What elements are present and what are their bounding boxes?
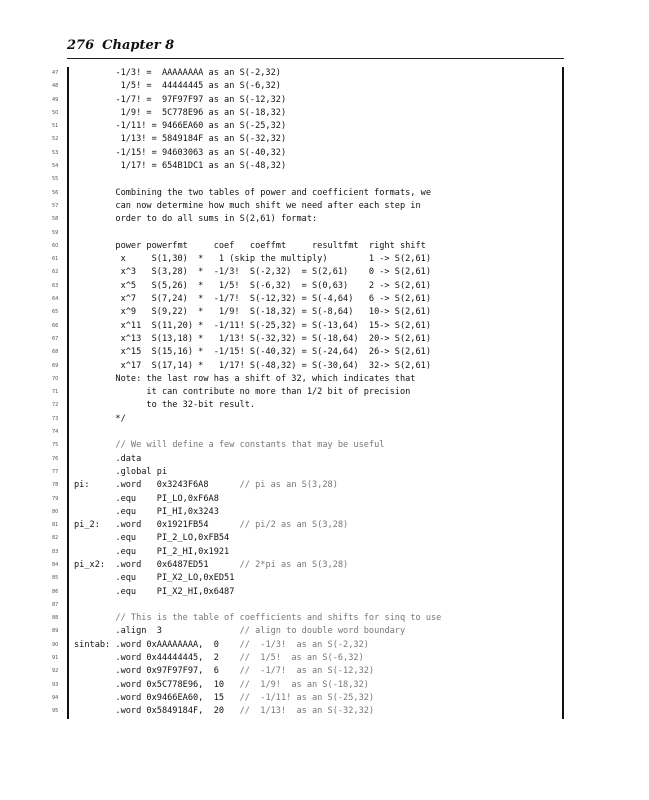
page-number: 276	[67, 38, 95, 53]
line-number: 79	[52, 495, 59, 502]
code-segment: .equ PI_X2_LO,0xED51	[74, 573, 235, 584]
code-text	[74, 67, 281, 80]
code-line	[0, 639, 600, 652]
line-number: 55	[52, 176, 59, 183]
code-text	[74, 532, 229, 545]
code-line	[0, 306, 600, 319]
code-line	[0, 173, 600, 186]
code-segment: 1/13! = 5849184F as an S(-32,32)	[74, 134, 287, 145]
code-line	[0, 107, 600, 120]
code-segment: .equ PI_LO,0xF6A8	[74, 493, 219, 504]
code-line	[0, 586, 600, 599]
line-number: 51	[52, 123, 59, 130]
code-line	[0, 572, 600, 585]
code-line	[0, 559, 600, 572]
code-text	[74, 692, 374, 705]
line-number: 89	[52, 628, 59, 635]
code-line	[0, 679, 600, 692]
code-text	[74, 120, 286, 133]
code-line	[0, 546, 600, 559]
line-number: 76	[52, 455, 59, 462]
line-number: 75	[52, 442, 59, 449]
code-line	[0, 94, 600, 107]
code-text	[74, 705, 374, 718]
code-line	[0, 213, 600, 226]
code-segment: Note: the last row has a shift of 32, which indicates that	[74, 373, 416, 384]
code-segment: x^17 S(17,14) * 1/17! S(-48,32) = S(-30,64) 32-> S(2,61)	[74, 360, 431, 371]
code-segment: x S(1,30) * 1 (skip the multiply) 1 -> S(2,61)	[74, 254, 431, 265]
code-comment: // pi/2 as an S(3,28)	[239, 520, 349, 531]
line-number: 78	[52, 482, 59, 489]
code-text	[74, 187, 431, 200]
line-number: 59	[52, 229, 59, 236]
line-number: 62	[52, 269, 59, 276]
line-number: 69	[52, 362, 59, 369]
code-text	[74, 493, 219, 506]
code-text	[74, 133, 286, 146]
code-segment: */	[74, 413, 126, 424]
code-line	[0, 360, 600, 373]
code-text	[74, 80, 281, 93]
code-text	[74, 280, 431, 293]
code-line	[0, 519, 600, 532]
code-segment: x^9 S(9,22) * 1/9! S(-18,32) = S(-8,64) 10-> S(2,61)	[74, 307, 431, 318]
code-segment: 1/9! = 5C778E96 as an S(-18,32)	[74, 107, 287, 118]
code-line	[0, 200, 600, 213]
code-segment: .global pi	[74, 466, 168, 477]
code-text	[74, 519, 348, 532]
code-text	[74, 612, 441, 625]
code-line	[0, 147, 600, 160]
code-text	[74, 386, 410, 399]
line-number: 58	[52, 216, 59, 223]
code-text	[74, 399, 255, 412]
code-segment: .equ PI_2_LO,0xFB54	[74, 533, 230, 544]
code-line	[0, 705, 600, 718]
code-comment: // We will define a few constants that may be useful	[115, 440, 385, 451]
line-number: 80	[52, 508, 59, 515]
line-number: 48	[52, 83, 59, 90]
line-number: 66	[52, 322, 59, 329]
code-segment	[74, 613, 115, 623]
line-number: 84	[52, 561, 59, 568]
code-text	[74, 546, 229, 559]
code-segment: .word 0x5849184F, 20	[74, 706, 240, 717]
line-number: 61	[52, 256, 59, 263]
code-line	[0, 240, 600, 253]
line-number: 73	[52, 415, 59, 422]
code-line	[0, 67, 600, 80]
code-text	[74, 639, 369, 652]
line-number: 47	[52, 70, 59, 76]
line-number: 52	[52, 136, 59, 143]
code-line	[0, 532, 600, 545]
code-text	[74, 479, 338, 492]
line-number: 87	[52, 601, 59, 608]
code-segment: it can contribute no more than 1/2 bit of precision	[74, 387, 411, 398]
code-line	[0, 652, 600, 665]
code-segment: -1/7! = 97F97F97 as an S(-12,32)	[74, 94, 287, 105]
line-number: 64	[52, 296, 59, 303]
code-line	[0, 333, 600, 346]
code-line	[0, 160, 600, 173]
line-number: 82	[52, 535, 59, 542]
code-comment: // 2*pi as an S(3,28)	[239, 559, 349, 570]
line-number: 91	[52, 655, 59, 662]
code-text	[74, 572, 234, 585]
code-text	[74, 147, 286, 160]
code-segment: x^13 S(13,18) * 1/13! S(-32,32) = S(-18,64) 20-> S(2,61)	[74, 333, 431, 344]
page-header	[67, 38, 174, 53]
line-number: 57	[52, 202, 59, 209]
code-line	[0, 506, 600, 519]
line-number: 83	[52, 548, 59, 555]
line-number: 70	[52, 375, 59, 382]
code-line	[0, 413, 600, 426]
code-segment: .word 0x9466EA60, 15	[74, 692, 240, 703]
code-text	[74, 373, 415, 386]
line-number: 68	[52, 349, 59, 356]
code-text	[74, 266, 431, 279]
code-segment: power powerfmt coef coeffmt resultfmt right shift	[74, 240, 426, 251]
code-line	[0, 227, 600, 240]
code-segment: .align 3	[74, 626, 240, 637]
code-line	[0, 665, 600, 678]
code-line	[0, 293, 600, 306]
line-number: 63	[52, 282, 59, 289]
code-text	[74, 94, 286, 107]
code-comment: // 1/9! as an S(-18,32)	[239, 679, 369, 690]
code-line	[0, 253, 600, 266]
code-line	[0, 599, 600, 612]
code-line	[0, 187, 600, 200]
line-number: 94	[52, 694, 59, 701]
line-number: 77	[52, 468, 59, 475]
code-segment: order to do all sums in S(2,61) format:	[74, 214, 318, 225]
code-segment: can now determine how much shift we need after each step in	[74, 200, 421, 211]
code-text	[74, 453, 141, 466]
code-line	[0, 280, 600, 293]
code-text	[74, 293, 431, 306]
line-number: 81	[52, 522, 59, 529]
code-segment	[74, 440, 115, 450]
code-segment: .equ PI_X2_HI,0x6487	[74, 586, 235, 597]
code-segment: .equ PI_HI,0x3243	[74, 506, 219, 517]
code-segment: .word 0x5C778E96, 10	[74, 679, 240, 690]
code-segment: x^11 S(11,20) * -1/11! S(-25,32) = S(-13,64) 15-> S(2,61)	[74, 320, 431, 331]
code-text	[74, 346, 431, 359]
code-text	[74, 306, 431, 319]
code-segment: sintab: .word 0xAAAAAAAA, 0	[74, 639, 240, 650]
code-text	[74, 679, 369, 692]
chapter-title: Chapter 8	[102, 38, 175, 53]
code-segment: .word 0x44444445, 2	[74, 653, 240, 664]
line-number: 88	[52, 615, 59, 622]
code-segment: pi_x2: .word 0x6487ED51	[74, 559, 240, 570]
code-text	[74, 240, 426, 253]
code-line	[0, 80, 600, 93]
code-segment: to the 32-bit result.	[74, 400, 256, 411]
header-rule	[67, 58, 564, 59]
code-segment: -1/11! = 9466EA60 as an S(-25,32)	[74, 121, 287, 132]
code-comment: // This is the table of coefficients and shifts for sinq to use	[115, 613, 442, 624]
code-segment: x^7 S(7,24) * -1/7! S(-12,32) = S(-4,64) 6 -> S(2,61)	[74, 294, 431, 305]
code-text	[74, 200, 421, 213]
code-segment: x^3 S(3,28) * -1/3! S(-2,32) = S(2,61) 0 -> S(2,61)	[74, 267, 431, 278]
code-text	[74, 107, 286, 120]
line-number: 92	[52, 668, 59, 675]
code-line	[0, 453, 600, 466]
code-line	[0, 439, 600, 452]
code-comment: // -1/3! as an S(-2,32)	[239, 639, 369, 650]
code-segment: -1/15! = 94603063 as an S(-40,32)	[74, 147, 287, 158]
code-line	[0, 320, 600, 333]
code-segment: 1/5! = 44444445 as an S(-6,32)	[74, 81, 281, 92]
code-text	[74, 333, 431, 346]
code-text	[74, 320, 431, 333]
code-text	[74, 213, 317, 226]
code-line	[0, 266, 600, 279]
line-number: 95	[52, 708, 59, 715]
code-segment: Combining the two tables of power and coefficient formats, we	[74, 187, 431, 198]
code-line	[0, 466, 600, 479]
code-line	[0, 133, 600, 146]
code-text	[74, 466, 167, 479]
line-number: 60	[52, 242, 59, 249]
code-text	[74, 506, 219, 519]
code-segment: x^5 S(5,26) * 1/5! S(-6,32) = S(0,63) 2 -> S(2,61)	[74, 280, 431, 291]
line-number: 72	[52, 402, 59, 409]
code-line	[0, 493, 600, 506]
code-text	[74, 439, 384, 452]
code-listing	[0, 67, 600, 719]
line-number: 54	[52, 163, 59, 170]
code-segment: .equ PI_2_HI,0x1921	[74, 546, 230, 557]
code-text	[74, 652, 364, 665]
code-segment: pi: .word 0x3243F6A8	[74, 480, 240, 491]
code-segment: 1/17! = 654B1DC1 as an S(-48,32)	[74, 161, 287, 172]
line-number: 53	[52, 149, 59, 156]
code-comment: // 1/5! as an S(-6,32)	[239, 653, 364, 664]
code-segment: .word 0x97F97F97, 6	[74, 666, 240, 677]
line-number: 93	[52, 681, 59, 688]
code-text	[74, 559, 348, 572]
code-line	[0, 373, 600, 386]
line-number: 49	[52, 96, 59, 103]
code-comment: // 1/13! as an S(-32,32)	[239, 706, 375, 717]
line-number: 56	[52, 189, 59, 196]
line-number: 50	[52, 109, 59, 116]
code-comment: // -1/11! as an S(-25,32)	[239, 692, 375, 703]
code-text	[74, 160, 286, 173]
line-number: 90	[52, 641, 59, 648]
code-segment: pi_2: .word 0x1921FB54	[74, 520, 240, 531]
code-line	[0, 625, 600, 638]
line-number: 65	[52, 309, 59, 316]
code-line	[0, 386, 600, 399]
code-text	[74, 253, 431, 266]
code-text	[74, 413, 126, 426]
line-number: 71	[52, 389, 59, 396]
code-line	[0, 692, 600, 705]
code-line	[0, 426, 600, 439]
code-line	[0, 399, 600, 412]
code-segment: -1/3! = AAAAAAAA as an S(-2,32)	[74, 68, 281, 78]
code-segment: x^15 S(15,16) * -1/15! S(-40,32) = S(-24,64) 26-> S(2,61)	[74, 347, 431, 358]
line-number: 67	[52, 335, 59, 342]
code-segment: .data	[74, 453, 142, 464]
code-comment: // align to double word boundary	[239, 626, 406, 637]
code-line	[0, 612, 600, 625]
code-line	[0, 120, 600, 133]
code-comment: // pi as an S(3,28)	[239, 480, 338, 491]
line-number: 74	[52, 429, 59, 436]
line-number: 85	[52, 575, 59, 582]
line-number: 86	[52, 588, 59, 595]
code-line	[0, 346, 600, 359]
code-text	[74, 665, 374, 678]
code-text	[74, 625, 405, 638]
code-comment: // -1/7! as an S(-12,32)	[239, 666, 375, 677]
code-text	[74, 360, 431, 373]
code-line	[0, 479, 600, 492]
code-text	[74, 586, 234, 599]
